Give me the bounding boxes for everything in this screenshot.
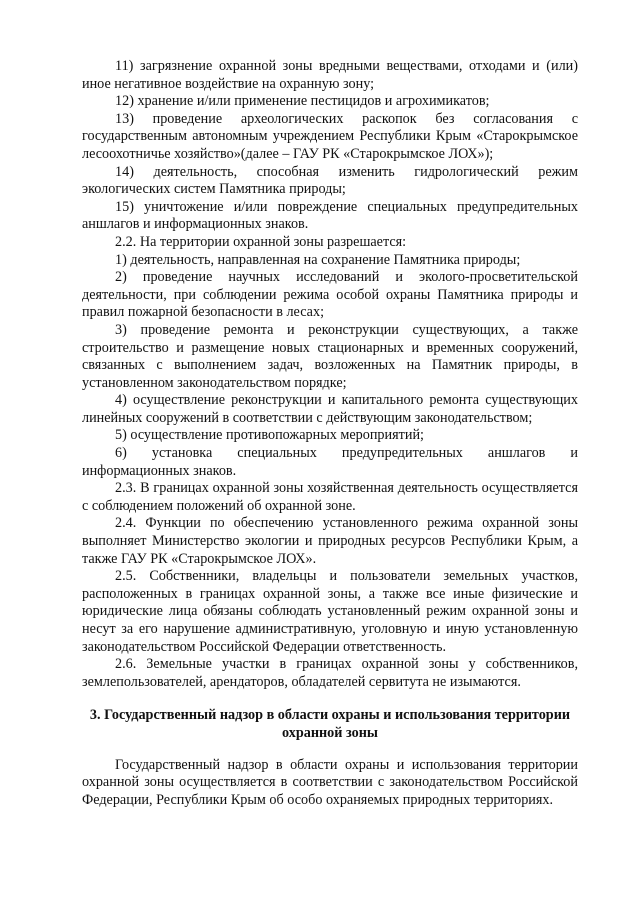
item-15: 15) уничтожение и/или повреждение специальных предупредительных аншлагов и информационных знаков.	[82, 198, 578, 233]
item-11: 11) загрязнение охранной зоны вредными веществами, отходами и (или) иное негативное воздействие на охранную зону;	[82, 58, 578, 92]
allowed-item-4: 4) осуществление реконструкции и капитального ремонта существующих линейных сооружений в соответствии с действующим законодательством;	[82, 392, 578, 426]
clause-2-4: 2.4. Функции по обеспечению установленного режима охранной зоны выполняет Министерство экологии и природных ресурсов Республики Крым, а также ГАУ РК «Старокрымское ЛОХ».	[82, 515, 578, 567]
item-14: 14) деятельность, способная изменить гидрологический режим экологических систем Памятника природы;	[82, 163, 578, 198]
section-3-heading: 3. Государственный надзор в области охраны и использования территории охранной зоны	[89, 707, 571, 741]
clause-2-5: 2.5. Собственники, владельцы и пользователи земельных участков, расположенных в границах охранной зоны, а также все иные физические и юридические лица обязаны соблюдать установленный режим охранной зоны и несут за его нарушение административную, уголовную и иную установленную законодательством Российской Федерации ответственность.	[82, 568, 578, 655]
item-12: 12) хранение и/или применение пестицидов и агрохимикатов;	[115, 93, 490, 110]
clause-2-2: 2.2. На территории охранной зоны разрешается:	[115, 233, 407, 250]
allowed-item-6: 6) установка специальных предупредительных аншлагов и информационных знаков.	[82, 445, 578, 479]
allowed-item-3: 3) проведение ремонта и реконструкции существующих, а также строительство и размещение новых стационарных и временных сооружений, связанных с выполнением задач, возложенных на Памятник природы, в установленном законодательством порядке;	[82, 321, 578, 391]
allowed-item-1: 1) деятельность, направленная на сохранение Памятника природы;	[115, 251, 521, 268]
allowed-item-2: 2) проведение научных исследований и эколого-просветительской деятельности, при соблюдении режима особой охраны Памятника природы и правил пожарной безопасности в лесах;	[82, 269, 578, 321]
allowed-item-5: 5) осуществление противопожарных мероприятий;	[115, 427, 424, 444]
clause-2-6: 2.6. Земельные участки в границах охранной зоны у собственников, землепользователей, арендаторов, обладателей сервитута не изымаются.	[82, 656, 578, 690]
clause-2-3: 2.3. В границах охранной зоны хозяйственная деятельность осуществляется с соблюдением положений об охранной зоне.	[82, 480, 578, 514]
document-body	[82, 58, 578, 809]
item-13: 13) проведение археологических раскопок без согласования с государственным автономным учреждением Республики Крым «Старокрымское лесоохотничье хозяйство»(далее – ГАУ РК «Старокрымское ЛОХ»);	[82, 110, 578, 162]
section-3-paragraph: Государственный надзор в области охраны и использования территории охранной зоны осуществляется в соответствии с законодательством Российской Федерации, Республики Крым об особо охраняемых природных территориях.	[82, 756, 578, 808]
